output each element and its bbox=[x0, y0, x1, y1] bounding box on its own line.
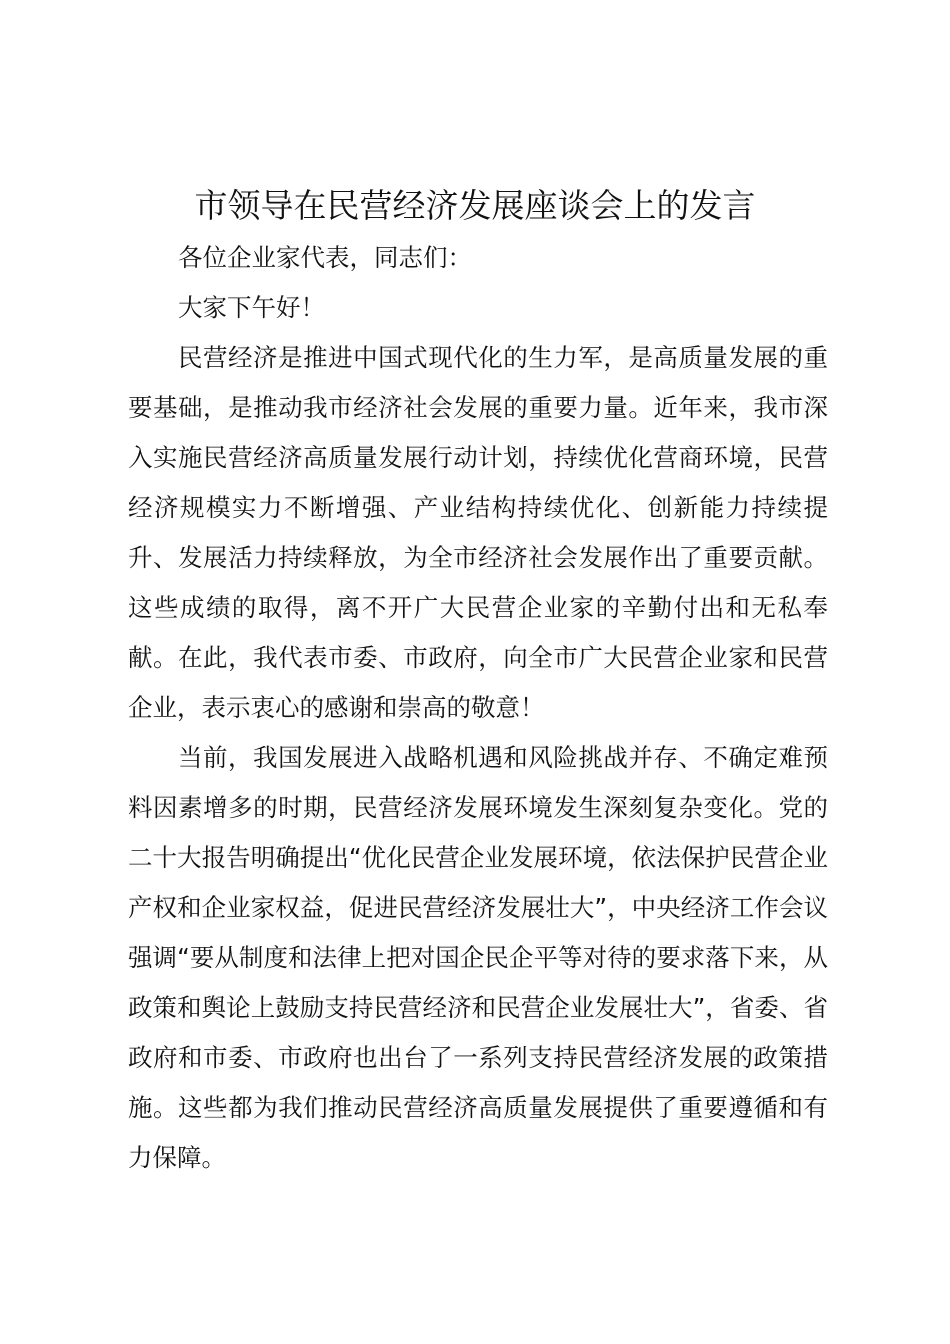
document-body bbox=[128, 233, 828, 1183]
document-title: 市领导在民营经济发展座谈会上的发言 bbox=[194, 186, 756, 225]
paragraph-1: 民营经济是推进中国式现代化的生力军，是高质量发展的重要基础，是推动我市经济社会发展的重要力量。近年来，我市深入实施民营经济高质量发展行动计划，持续优化营商环境，民营经济规模实力不断增强、产业结构持续优化、创新能力持续提升、发展活力持续释放，为全市经济社会发展作出了重要贡献。这些成绩的取得，离不开广大民营企业家的辛勤付出和无私奉献。在此，我代表市委、市政府，向全市广大民营企业家和民营企业，表示衷心的感谢和崇高的敬意！ bbox=[128, 343, 828, 722]
paragraph-2: 当前，我国发展进入战略机遇和风险挑战并存、不确定难预料因素增多的时期，民营经济发展环境发生深刻复杂变化。党的二十大报告明确提出“优化民营企业发展环境，依法保护民营企业产权和企业家权益，促进民营经济发展壮大”，中央经济工作会议强调“要从制度和法律上把对国企民企平等对待的要求落下来，从政策和舆论上鼓励支持民营经济和民营企业发展壮大”，省委、省政府和市委、市政府也出台了一系列支持民营经济发展的政策措施。这些都为我们推动民营经济高质量发展提供了重要遵循和有力保障。 bbox=[128, 743, 828, 1172]
salutation: 大家下午好！ bbox=[178, 293, 325, 322]
greeting: 各位企业家代表，同志们： bbox=[178, 243, 472, 272]
